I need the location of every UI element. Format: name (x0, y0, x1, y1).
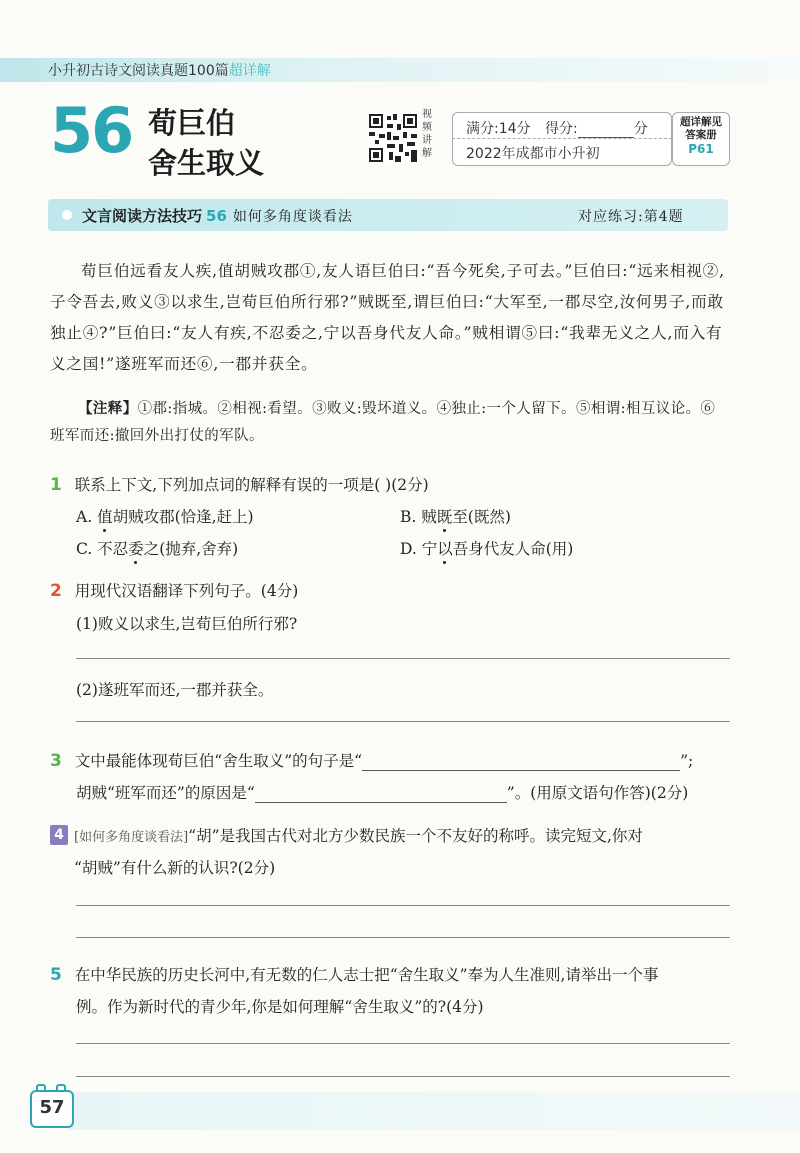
lesson-title (148, 103, 264, 183)
answer-line-2-2[interactable] (76, 721, 730, 722)
question-3-line-2: 胡贼“班军而还”的原因是“ ”。(用原文语句作答)(2分) (76, 784, 689, 802)
practice-reference: 对应练习:第4题 (578, 209, 684, 225)
question-5-line-2: 例。作为新时代的青少年,你是如何理解“舍生取义”的?(4分) (76, 998, 484, 1016)
question-3-line-1: 3 文中最能体现荀巨伯“舍生取义”的句子是“ ”; (50, 751, 694, 771)
answer-reference (672, 112, 730, 166)
score-line (466, 118, 648, 138)
passage (50, 256, 730, 380)
score-unit: 分 (633, 121, 648, 137)
question-5-line-1: 5 在中华民族的历史长河中,有无数的仁人志士把“舍生取义”奉为人生准则,请举出一个事 (50, 965, 659, 985)
notes (50, 396, 730, 450)
method-bullet-icon (62, 210, 72, 220)
lesson-number: 56 (50, 94, 133, 167)
question-4-line-1: [如何多角度谈看法]“胡”是我国古代对北方少数民族一个不友好的称呼。读完短文,你对 (74, 827, 643, 845)
qr-code-icon[interactable] (367, 112, 419, 164)
option-c[interactable]: C. 不忍委之(抛弃,舍弃) (76, 537, 238, 559)
page-number-badge (30, 1090, 74, 1128)
score-label: 得分: (544, 121, 578, 137)
option-b[interactable]: B. 贼既至(既然) (400, 505, 511, 527)
method-subtitle: 如何多角度谈看法 (232, 209, 353, 225)
option-d[interactable]: D. 宁以吾身代友人命(用) (400, 537, 573, 559)
footer-band (68, 1092, 800, 1130)
question-1-number: 1 (50, 475, 62, 495)
passage-paragraph: 荀巨伯远看友人疾,值胡贼攻郡①,友人语巨伯曰:“吾今死矣,子可去。”巨伯曰:“远来相视②,子令吾去,败义③以求生,岂荀巨伯所行邪?”贼既至,谓巨伯曰:“大军至,一郡尽空,汝何男子,而敢独止④?”巨伯曰:“友人有疾,不忍委之,宁以吾身代友人命。”贼相谓⑤曰:“我辈无义之人,而入有义之国!”遂班军而还⑥,一郡并获全。 (50, 262, 725, 373)
answer-line-4-1[interactable] (76, 905, 730, 906)
series-title: 小升初古诗文阅读真题100篇超详解 (48, 63, 271, 79)
question-2-stem: 用现代汉语翻译下列句子。(4分) (74, 582, 299, 600)
answer-blank-3-1[interactable] (362, 754, 680, 771)
answer-ref-line2: 答案册 (685, 129, 717, 141)
lesson-title-line1: 荀巨伯 (148, 106, 236, 140)
answer-line-5-1[interactable] (76, 1043, 730, 1044)
page-number: 57 (39, 1097, 65, 1118)
question-4-line-2: “胡贼”有什么新的认识?(2分) (74, 859, 276, 877)
full-marks: 满分:14分 (466, 121, 531, 137)
notes-label: 【注释】 (78, 401, 138, 417)
question-4-number: 4 (50, 825, 68, 845)
question-5-number: 5 (50, 965, 62, 985)
method-number: 56 (206, 207, 227, 225)
question-2-number: 2 (50, 581, 62, 601)
series-accent: 超详解 (228, 63, 271, 79)
answer-blank-3-2[interactable] (255, 786, 507, 803)
score-input[interactable] (578, 123, 634, 138)
source-text: 2022年成都市小升初 (466, 146, 600, 162)
answer-ref-page: P61 (688, 142, 714, 156)
question-3-number: 3 (50, 751, 62, 771)
question-2 (50, 579, 298, 601)
option-a[interactable]: A. 值胡贼攻郡(恰逢,赶上) (76, 505, 254, 527)
answer-ref-line1: 超详解见 (680, 116, 722, 128)
lesson-title-line2: 舍生取义 (148, 146, 265, 180)
question-1-stem: 联系上下文,下列加点词的解释有误的一项是( )(2分) (74, 476, 429, 494)
question-2-sentence-1: (1)败义以求生,岂荀巨伯所行邪? (76, 615, 298, 633)
qr-label: 视频讲解 (422, 109, 432, 159)
answer-line-5-2[interactable] (76, 1076, 730, 1077)
question-4-tag: [如何多角度谈看法] (74, 830, 189, 845)
score-divider (452, 138, 672, 139)
question-2-sentence-2: (2)遂班军而还,一郡并获全。 (76, 681, 274, 699)
answer-line-4-2[interactable] (76, 937, 730, 938)
notes-text: ①郡:指城。②相视:看望。③败义:毁坏道义。④独止:一个人留下。⑤相谓:相互议论。⑥班军而还:撤回外出打仗的军队。 (50, 401, 716, 444)
method-title: 文言阅读方法技巧 56 如何多角度谈看法 (82, 207, 353, 225)
answer-line-2-1[interactable] (76, 658, 730, 659)
question-1 (50, 473, 429, 495)
